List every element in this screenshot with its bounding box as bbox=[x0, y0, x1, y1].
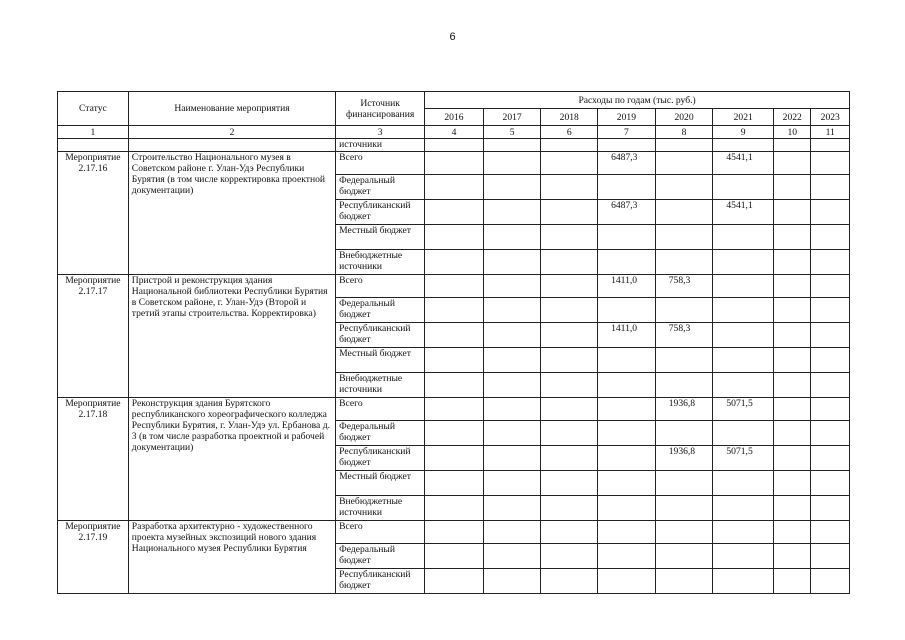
measure-name: Строительство Национального музея в Советском районе г. Улан-Удэ Республики Бурятия (в том числе корректировка проектной документации) bbox=[128, 152, 335, 275]
amount-cell-2017 bbox=[483, 373, 541, 398]
amount-cell-2016 bbox=[425, 373, 484, 398]
amount-cell-2023 bbox=[811, 569, 850, 594]
funding-source: Местный бюджет bbox=[336, 225, 425, 250]
funding-source: Внебюджетные источники bbox=[336, 250, 425, 275]
amount-cell-2023 bbox=[811, 398, 850, 421]
amount-cell-2020: 758,3 bbox=[655, 275, 713, 298]
amount-cell-2018 bbox=[541, 446, 598, 471]
amount-cell-2017 bbox=[483, 446, 541, 471]
amount-cell-2017 bbox=[483, 152, 541, 175]
amount-cell-2019 bbox=[598, 521, 656, 544]
header-year-2021: 2021 bbox=[713, 109, 774, 126]
amount-cell-2019 bbox=[598, 373, 656, 398]
amount-cell-2018 bbox=[541, 200, 598, 225]
amount-cell-2019: 6487,3 bbox=[598, 200, 656, 225]
amount-cell-2023 bbox=[811, 200, 850, 225]
amount-cell-2022 bbox=[774, 323, 811, 348]
amount-cell-2016 bbox=[425, 275, 484, 298]
amount-cell-2016 bbox=[425, 225, 484, 250]
amount-cell-2023 bbox=[811, 496, 850, 521]
amount-cell-2019 bbox=[598, 298, 656, 323]
amount-cell-2019: 1411,0 bbox=[598, 323, 656, 348]
amount-cell-2019 bbox=[598, 569, 656, 594]
amount-cell-2017 bbox=[483, 544, 541, 569]
amount-cell-2023 bbox=[811, 225, 850, 250]
amount-cell-2020 bbox=[655, 544, 713, 569]
amount-cell-2021 bbox=[713, 544, 774, 569]
amount-cell-2020 bbox=[655, 569, 713, 594]
amount-cell-2023 bbox=[811, 175, 850, 200]
funding-source: Местный бюджет bbox=[336, 471, 425, 496]
header-year-2020: 2020 bbox=[655, 109, 713, 126]
funding-source: Республиканский бюджет bbox=[336, 200, 425, 225]
page-number: 6 bbox=[449, 31, 456, 43]
table-row bbox=[58, 521, 850, 544]
amount-cell-2019 bbox=[598, 446, 656, 471]
amount-cell-2020 bbox=[655, 348, 713, 373]
column-number: 2 bbox=[128, 126, 335, 139]
amount-cell-2020: 1936,8 bbox=[655, 398, 713, 421]
continuation-row bbox=[58, 139, 850, 152]
table-row bbox=[58, 398, 850, 421]
amount-cell-2019 bbox=[598, 225, 656, 250]
column-number: 6 bbox=[541, 126, 598, 139]
amount-cell-2016 bbox=[425, 348, 484, 373]
amount-cell-2023 bbox=[811, 446, 850, 471]
amount-cell-2018 bbox=[541, 348, 598, 373]
funding-source: Федеральный бюджет bbox=[336, 421, 425, 446]
amount-cell-2019 bbox=[598, 421, 656, 446]
measure-status: Мероприятие 2.17.16 bbox=[58, 152, 129, 275]
header-column-numbers bbox=[58, 126, 850, 139]
amount-cell-2018 bbox=[541, 544, 598, 569]
amount-cell-2016 bbox=[425, 398, 484, 421]
amount-cell-2023 bbox=[811, 250, 850, 275]
funding-source: Всего bbox=[336, 521, 425, 544]
header-status: Статус bbox=[58, 92, 129, 126]
funding-source: Внебюджетные источники bbox=[336, 496, 425, 521]
amount-cell-2018 bbox=[541, 421, 598, 446]
amount-cell-2017 bbox=[483, 175, 541, 200]
measure-status: Мероприятие 2.17.19 bbox=[58, 521, 129, 594]
column-number: 9 bbox=[713, 126, 774, 139]
amount-cell-2017 bbox=[483, 471, 541, 496]
amount-cell-2017 bbox=[483, 275, 541, 298]
funding-source: Всего bbox=[336, 152, 425, 175]
amount-cell-2018 bbox=[541, 373, 598, 398]
amount-cell-2022 bbox=[774, 175, 811, 200]
amount-cell-2016 bbox=[425, 421, 484, 446]
table-row bbox=[58, 275, 850, 298]
column-number: 1 bbox=[58, 126, 129, 139]
amount-cell-2018 bbox=[541, 275, 598, 298]
amount-cell-2016 bbox=[425, 250, 484, 275]
amount-cell-2016 bbox=[425, 544, 484, 569]
header-year-2023: 2023 bbox=[811, 109, 850, 126]
funding-source: Республиканский бюджет bbox=[336, 446, 425, 471]
amount-cell-2016 bbox=[425, 496, 484, 521]
header-year-2017: 2017 bbox=[483, 109, 541, 126]
amount-cell-2022 bbox=[774, 398, 811, 421]
amount-cell-2018 bbox=[541, 225, 598, 250]
amount-cell-2023 bbox=[811, 544, 850, 569]
amount-cell-2018 bbox=[541, 569, 598, 594]
amount-cell-2022 bbox=[774, 496, 811, 521]
amount-cell-2020 bbox=[655, 373, 713, 398]
amount-cell-2022 bbox=[774, 373, 811, 398]
column-number: 11 bbox=[811, 126, 850, 139]
amount-cell-2018 bbox=[541, 323, 598, 348]
amount-cell-2017 bbox=[483, 496, 541, 521]
amount-cell-2023 bbox=[811, 298, 850, 323]
amount-cell-2021: 4541,1 bbox=[713, 200, 774, 225]
amount-cell-2020 bbox=[655, 225, 713, 250]
amount-cell-2022 bbox=[774, 225, 811, 250]
cont-source: источники bbox=[336, 139, 425, 152]
amount-cell-2020 bbox=[655, 298, 713, 323]
amount-cell-2020 bbox=[655, 250, 713, 275]
amount-cell-2019 bbox=[598, 250, 656, 275]
amount-cell-2021 bbox=[713, 225, 774, 250]
amount-cell-2020: 1936,8 bbox=[655, 446, 713, 471]
amount-cell-2019 bbox=[598, 544, 656, 569]
funding-source: Внебюджетные источники bbox=[336, 373, 425, 398]
amount-cell-2023 bbox=[811, 323, 850, 348]
amount-cell-2023 bbox=[811, 521, 850, 544]
amount-cell-2019: 6487,3 bbox=[598, 152, 656, 175]
amount-cell-2022 bbox=[774, 471, 811, 496]
amount-cell-2018 bbox=[541, 152, 598, 175]
amount-cell-2019 bbox=[598, 175, 656, 200]
funding-source: Федеральный бюджет bbox=[336, 175, 425, 200]
amount-cell-2021 bbox=[713, 471, 774, 496]
amount-cell-2016 bbox=[425, 175, 484, 200]
amount-cell-2017 bbox=[483, 323, 541, 348]
amount-cell-2023 bbox=[811, 275, 850, 298]
amount-cell-2023 bbox=[811, 421, 850, 446]
amount-cell-2020 bbox=[655, 471, 713, 496]
amount-cell-2021 bbox=[713, 175, 774, 200]
amount-cell-2018 bbox=[541, 175, 598, 200]
amount-cell-2017 bbox=[483, 521, 541, 544]
header-year-2018: 2018 bbox=[541, 109, 598, 126]
amount-cell-2017 bbox=[483, 398, 541, 421]
amount-cell-2023 bbox=[811, 348, 850, 373]
budget-table bbox=[57, 91, 850, 594]
funding-source: Федеральный бюджет bbox=[336, 544, 425, 569]
table-row bbox=[58, 152, 850, 175]
amount-cell-2021 bbox=[713, 250, 774, 275]
amount-cell-2018 bbox=[541, 250, 598, 275]
amount-cell-2022 bbox=[774, 569, 811, 594]
amount-cell-2016 bbox=[425, 152, 484, 175]
amount-cell-2022 bbox=[774, 200, 811, 225]
amount-cell-2021: 5071,5 bbox=[713, 446, 774, 471]
amount-cell-2021 bbox=[713, 569, 774, 594]
amount-cell-2019 bbox=[598, 398, 656, 421]
header-year-2016: 2016 bbox=[425, 109, 484, 126]
amount-cell-2023 bbox=[811, 471, 850, 496]
amount-cell-2021 bbox=[713, 496, 774, 521]
cont-name bbox=[128, 139, 335, 152]
funding-source: Местный бюджет bbox=[336, 348, 425, 373]
amount-cell-2017 bbox=[483, 225, 541, 250]
column-number: 4 bbox=[425, 126, 484, 139]
header-name: Наименование мероприятия bbox=[128, 92, 335, 126]
measure-name: Реконструкция здания Бурятского республиканского хореографического колледжа Республики Бурятия, г. Улан-Удэ ул. Ербанова д. 3 (в том числе разработка проектной и рабочей документации) bbox=[128, 398, 335, 521]
amount-cell-2021 bbox=[713, 323, 774, 348]
measure-name: Пристрой и реконструкция здания Национальной библиотеки Республики Бурятия в Советском районе, г. Улан-Удэ (Второй и третий этапы строительства. Корректировка) bbox=[128, 275, 335, 398]
column-number: 7 bbox=[598, 126, 656, 139]
funding-source: Федеральный бюджет bbox=[336, 298, 425, 323]
amount-cell-2022 bbox=[774, 348, 811, 373]
amount-cell-2017 bbox=[483, 421, 541, 446]
amount-cell-2020 bbox=[655, 200, 713, 225]
amount-cell-2019: 1411,0 bbox=[598, 275, 656, 298]
amount-cell-2017 bbox=[483, 298, 541, 323]
column-number: 3 bbox=[336, 126, 425, 139]
amount-cell-2018 bbox=[541, 298, 598, 323]
amount-cell-2021 bbox=[713, 421, 774, 446]
header-year-2019: 2019 bbox=[598, 109, 656, 126]
amount-cell-2022 bbox=[774, 521, 811, 544]
measure-name: Разработка архитектурно - художественного проекта музейных экспозиций нового здания Национального музея Республики Бурятия bbox=[128, 521, 335, 594]
amount-cell-2019 bbox=[598, 348, 656, 373]
amount-cell-2020 bbox=[655, 521, 713, 544]
amount-cell-2022 bbox=[774, 421, 811, 446]
amount-cell-2020 bbox=[655, 421, 713, 446]
amount-cell-2017 bbox=[483, 348, 541, 373]
amount-cell-2020 bbox=[655, 175, 713, 200]
amount-cell-2016 bbox=[425, 323, 484, 348]
header-expenses: Расходы по годам (тыс. руб.) bbox=[425, 92, 850, 109]
amount-cell-2020 bbox=[655, 496, 713, 521]
funding-source: Республиканский бюджет bbox=[336, 323, 425, 348]
amount-cell-2021 bbox=[713, 521, 774, 544]
amount-cell-2021 bbox=[713, 373, 774, 398]
column-number: 5 bbox=[483, 126, 541, 139]
amount-cell-2016 bbox=[425, 446, 484, 471]
amount-cell-2018 bbox=[541, 521, 598, 544]
amount-cell-2017 bbox=[483, 200, 541, 225]
amount-cell-2016 bbox=[425, 521, 484, 544]
amount-cell-2023 bbox=[811, 373, 850, 398]
measure-status: Мероприятие 2.17.18 bbox=[58, 398, 129, 521]
amount-cell-2016 bbox=[425, 298, 484, 323]
amount-cell-2021: 4541,1 bbox=[713, 152, 774, 175]
amount-cell-2022 bbox=[774, 275, 811, 298]
amount-cell-2020: 758,3 bbox=[655, 323, 713, 348]
amount-cell-2018 bbox=[541, 471, 598, 496]
amount-cell-2021 bbox=[713, 348, 774, 373]
measure-status: Мероприятие 2.17.17 bbox=[58, 275, 129, 398]
amount-cell-2022 bbox=[774, 298, 811, 323]
amount-cell-2020 bbox=[655, 152, 713, 175]
amount-cell-2022 bbox=[774, 544, 811, 569]
amount-cell-2018 bbox=[541, 496, 598, 521]
column-number: 8 bbox=[655, 126, 713, 139]
amount-cell-2019 bbox=[598, 496, 656, 521]
amount-cell-2017 bbox=[483, 569, 541, 594]
amount-cell-2016 bbox=[425, 471, 484, 496]
funding-source: Всего bbox=[336, 398, 425, 421]
header-year-2022: 2022 bbox=[774, 109, 811, 126]
amount-cell-2023 bbox=[811, 152, 850, 175]
amount-cell-2022 bbox=[774, 446, 811, 471]
amount-cell-2018 bbox=[541, 398, 598, 421]
amount-cell-2021 bbox=[713, 275, 774, 298]
header-source: Источник финансирования bbox=[336, 92, 425, 126]
funding-source: Всего bbox=[336, 275, 425, 298]
amount-cell-2022 bbox=[774, 152, 811, 175]
cont-status bbox=[58, 139, 129, 152]
amount-cell-2021 bbox=[713, 298, 774, 323]
amount-cell-2016 bbox=[425, 200, 484, 225]
funding-source: Республиканский бюджет bbox=[336, 569, 425, 594]
amount-cell-2016 bbox=[425, 569, 484, 594]
amount-cell-2017 bbox=[483, 250, 541, 275]
amount-cell-2019 bbox=[598, 471, 656, 496]
amount-cell-2022 bbox=[774, 250, 811, 275]
amount-cell-2021: 5071,5 bbox=[713, 398, 774, 421]
column-number: 10 bbox=[774, 126, 811, 139]
